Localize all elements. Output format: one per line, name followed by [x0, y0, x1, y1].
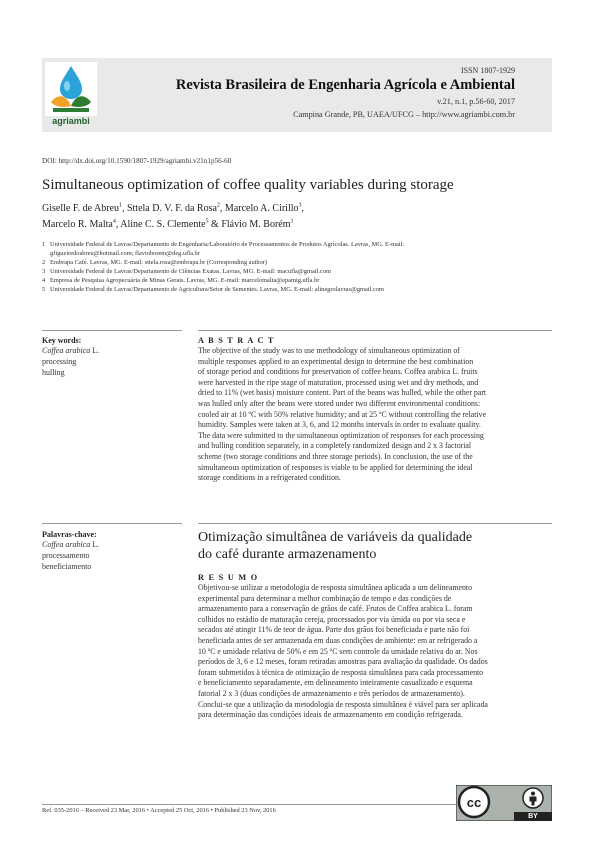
resumo-line: 10 ºC e umidade relativa de 50% e em 25 ºC sem controle da umidade relativa do ar. Nos: [198, 646, 478, 656]
affiliation-item-continued: gfigueiredoabreu@hotmail.com; flavioborem@deg.ufla.br: [50, 250, 200, 257]
palavra-chave-item: Coffea arabica L.: [42, 540, 100, 549]
affiliation-item: 5 Universidade Federal de Lavras/Departamento de Agricultura/Setor de Sementes. Lavras, MG. E-mail: alinegrolavras@gmail.com: [42, 286, 385, 293]
author-separator: ,: [121, 203, 127, 214]
resumo-line: experimental para determinar a melhor combinação de tempo e das condições de: [198, 593, 452, 603]
author-affil-sup: 5: [205, 218, 209, 225]
abstract-line: was hulled only after the beans were stored under two different environmental conditions:: [198, 398, 481, 408]
water-drop-leaf-icon: [45, 62, 97, 116]
affiliations: [42, 240, 550, 294]
resumo-line: colhidos no estádio de maturação cereja, processados por via úmida ou por via seca e: [198, 614, 466, 624]
author-affil-sup: 3: [298, 202, 302, 209]
resumo-line: beneficiada antes de ser armazenada em duas condições de ambiente: em ar refrigerado a: [198, 635, 478, 645]
journal-volume: v.21, n.1, p.56-60, 2017: [437, 97, 515, 106]
author-name: Giselle F. de Abreu: [42, 203, 119, 214]
journal-place-url[interactable]: Campina Grande, PB, UAEA/UFCG – http://www.agriambi.com.br: [293, 110, 515, 119]
svg-text:cc: cc: [466, 795, 482, 810]
author-separator: &: [208, 219, 222, 230]
abstract-line: were harvested in the ripe stage of maturation, processed using wet and dry methods, and: [198, 377, 479, 387]
palavras-separator: [42, 523, 182, 524]
author-name: Aline C. S. Clemente: [120, 219, 206, 230]
creative-commons-license-badge[interactable]: [456, 785, 552, 821]
keyword-item: processing: [42, 357, 77, 366]
palavras-chave-block: [42, 530, 187, 572]
author-separator: ,: [301, 203, 305, 214]
resumo-text: [198, 583, 552, 721]
journal-title: Revista Brasileira de Engenharia Agrícola e Ambiental: [175, 77, 515, 93]
resumo-line: armazenamento para a conservação de grãos de café. Frutos de Coffea arabica L. foram: [198, 604, 473, 614]
abstract-line: of storage period and conditions for preservation of coffee beans. Coffea arabica L. fruits: [198, 367, 478, 377]
resumo-line: para determinação das condições ideais de armazenamento em condição refrigerada.: [198, 710, 463, 720]
license-label: BY: [528, 813, 538, 820]
keywords-separator: [42, 330, 182, 331]
authors-line-1: [42, 203, 304, 214]
resumo-block: [198, 529, 552, 721]
author-name: Marcelo A. Cirillo: [224, 203, 299, 214]
abstract-line: scheme (two storage conditions and three storage periods). In conclusion, the use of the: [198, 451, 473, 461]
abstract-text: [198, 346, 552, 484]
resumo-line: Objetivou-se utilizar a metodologia de resposta simultânea aplicada a um delineamento: [198, 583, 473, 592]
palavra-chave-item: processamento: [42, 551, 90, 560]
resumo-line: Conclui-se que a utilização da metodologia de resposta simultânea é viável para ser aplicada: [198, 699, 488, 709]
affiliation-item: 4 Empresa de Pesquisa Agropecuária de Minas Gerais. Lavras, MG. E-mail: marcelomalta@epamig.ufla.br: [42, 277, 320, 284]
palavra-chave-item: beneficiamento: [42, 562, 92, 571]
resumo-line: secados até atingir 11% de teor de água. Parte dos grãos foi beneficiada e parte não foi: [198, 625, 470, 635]
abstract-line: multiple responses applied to an experimental design to determine the best combination: [198, 356, 474, 366]
keyword-item: hulling: [42, 368, 65, 377]
abstract-line: humidity. Samples were taken at 3, 6, and 12 months intervals in order to evaluate quality.: [198, 420, 481, 430]
resumo-line: e beneficiamento separadamente, em delineamento inteiramente casualizado e esquema: [198, 678, 473, 688]
affiliation-item: 3 Universidade Federal de Lavras/Departamento de Ciências Exatas. Lavras, MG. E-mail: macufla@gmail.com: [42, 268, 331, 275]
abstract-line: dried to 11% (wet basis) moisture content. Part of the beans was hulled, while the other part: [198, 388, 487, 398]
resumo-line: foram submetidos à técnica de otimização de resposta simultânea para cada processamento: [198, 667, 484, 677]
cc-icon: [459, 787, 489, 817]
author-separator: ,: [219, 203, 225, 214]
author-name: Marcelo R. Malta: [42, 219, 113, 230]
author-separator: ,: [115, 219, 121, 230]
resumo-line: períodos de 3, 6 e 12 meses, foram retiradas amostras para avaliação da qualidade. Os dados: [198, 657, 488, 667]
author-affil-sup: 4: [112, 218, 116, 225]
keyword-item: Coffea arabica L.: [42, 346, 100, 355]
authors-line-2: [42, 219, 294, 230]
attribution-person-icon: [523, 788, 543, 808]
palavras-chave-heading: Palavras-chave:: [42, 530, 97, 539]
abstract-line: storage conditions in a refrigerated condition.: [198, 473, 341, 483]
author-affil-sup: 2: [216, 202, 220, 209]
affiliation-item: 1 Universidade Federal de Lavras/Departamento de Engenharia/Laboratório de Processamentos de Produtos Agrícolas. Lavras, MG. E-mail:: [42, 241, 405, 248]
article-title: Simultaneous optimization of coffee quality variables during storage: [42, 177, 454, 193]
reference-dates: Ref. 035-2016 – Received 23 Mar, 2016 • Accepted 25 Oct, 2016 • Published 23 Nov, 2016: [42, 807, 276, 814]
abstract-block: [198, 336, 552, 484]
resumo-line: fatorial 2 x 3 (duas condições de armazenamento e três períodos de armazenamento).: [198, 688, 465, 698]
abstract-line: and hulling condition separately, in a completely randomized design and 2 x 3 factorial: [198, 441, 472, 451]
abstract-line: simultaneous optimization of responses is viable to be applied for determining the ideal: [198, 462, 473, 472]
author-name: Flávio M. Borém: [221, 219, 291, 230]
issn: ISSN 1807-1929: [460, 66, 515, 75]
affiliation-item: 2 Embrapa Café. Lavras, MG. E-mail: sttela.rosa@embrapa.br (Corresponding author): [42, 259, 268, 266]
abstract-separator: [198, 330, 552, 331]
keywords-heading: Key words:: [42, 336, 82, 345]
resumo-separator: [198, 523, 552, 524]
abstract-heading: A B S T R A C T: [198, 336, 275, 345]
resumo-heading: R E S U M O: [198, 573, 259, 582]
author-affil-sup: 1: [290, 218, 294, 225]
abstract-line: The data were submitted to the simultaneous optimization of responses for each processing: [198, 430, 484, 440]
logo-wordmark: agriambi: [52, 116, 90, 126]
doi-link[interactable]: DOI: http://dx.doi.org/10.1590/1807-1929/agriambi.v21n1p56-60: [42, 157, 232, 165]
abstract-line: cooled air at 10 ºC with 50% relative humidity; and at 25 ºC without controlling the relative: [198, 409, 487, 419]
keywords-block: [42, 336, 187, 378]
author-affil-sup: 1: [118, 202, 122, 209]
portuguese-title: Otimização simultânea de variáveis da qualidade do café durante armazenamento: [198, 530, 473, 562]
author-name: Sttela D. V. F. da Rosa: [126, 203, 217, 214]
abstract-line: The objective of the study was to use methodology of simultaneous optimization of: [198, 346, 460, 355]
